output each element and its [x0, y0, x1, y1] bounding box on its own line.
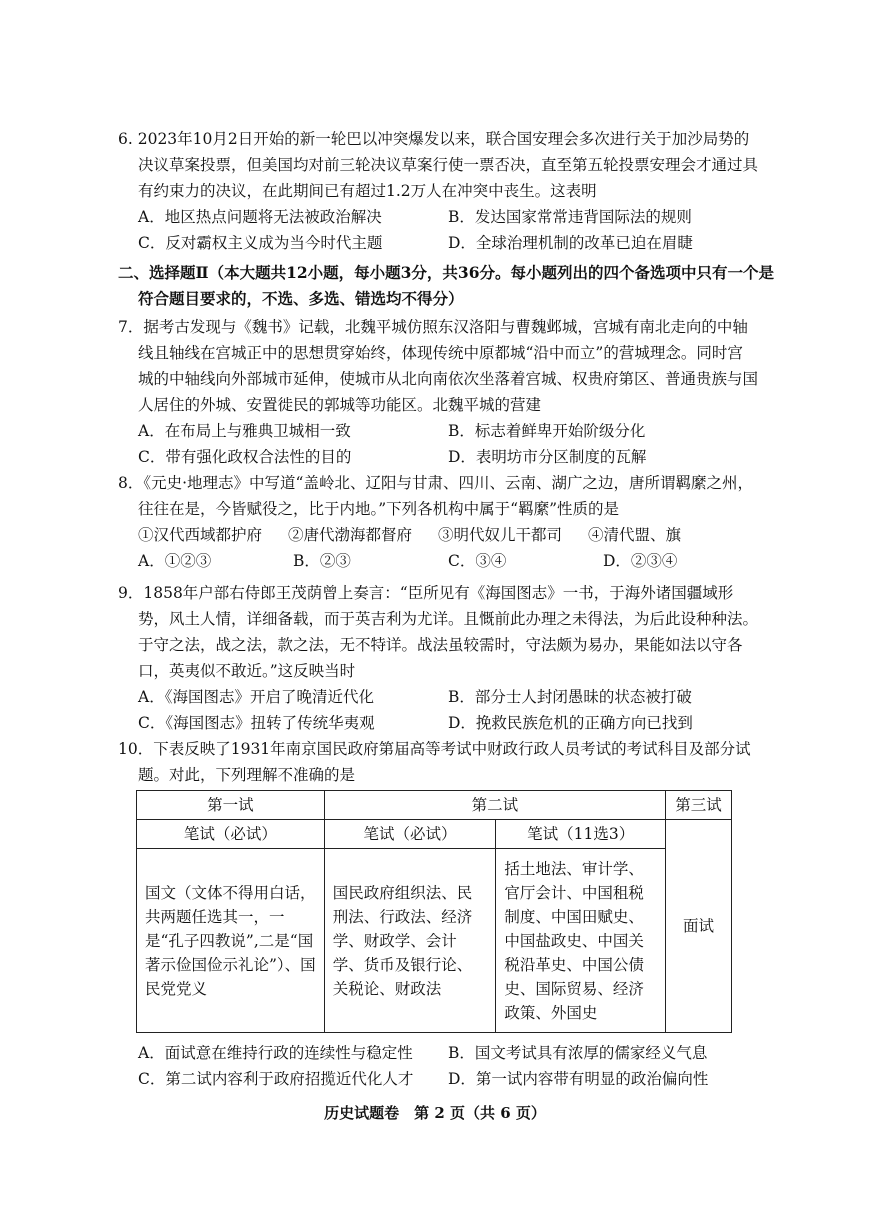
option-c: C．③④	[448, 552, 507, 570]
question-8-items	[118, 522, 758, 548]
item-4: ④清代盟、旗	[588, 526, 682, 544]
option-a: A．地区热点问题将无法被政治解决	[138, 208, 382, 226]
subheader-second-written-required: 笔试（必试）	[324, 820, 496, 849]
question-8-options	[118, 548, 758, 574]
question-10-options-row-1	[118, 1040, 758, 1066]
table-row	[137, 849, 732, 1033]
header-first-exam: 第一试	[137, 791, 325, 820]
option-b: B．标志着鲜卑开始阶级分化	[448, 422, 646, 440]
option-d: D．全球治理机制的改革已迫在眉睫	[448, 234, 693, 252]
option-b: B．②③	[293, 552, 351, 570]
question-6-options-row-2	[118, 230, 758, 256]
question-7-options-row-1	[118, 418, 758, 444]
option-b: B．国文考试具有浓厚的儒家经义气息	[448, 1044, 708, 1062]
cell-first-exam-subjects: 国文（文体不得用白话，共两题任选其一，一是“孔子四教说”,二是“国著示俭国俭示礼论”）、国民党党义	[137, 849, 325, 1033]
subheader-first-written: 笔试（必试）	[137, 820, 325, 849]
exam-subjects-table	[136, 790, 732, 1033]
question-9-stem: 9．1858年户部右侍郎王茂荫曾上奏言：“臣所见有《海国图志》一书，于海外诸国疆域形势，风土人情，详细备载，而于英吉利为尤详。且慨前此办理之未得法，为后此设种种法。于守之法，战之法，款之法，无不特详。战法虽较需时，守法颇为易办，果能如法以守各口，英夷似不敢近。”这反映当时	[118, 584, 759, 680]
question-7-options-row-2	[118, 444, 758, 470]
question-10-options-row-2	[118, 1066, 758, 1092]
option-d: D．挽救民族危机的正确方向已找到	[448, 714, 693, 732]
option-a: A．①②③	[138, 552, 212, 570]
item-1: ①汉代西域都护府	[138, 526, 263, 544]
option-b: B．发达国家常常违背国际法的规则	[448, 208, 692, 226]
question-9	[118, 580, 758, 736]
option-a: A．面试意在维持行政的连续性与稳定性	[138, 1044, 413, 1062]
question-8	[118, 470, 758, 574]
table-subheader-row	[137, 820, 732, 849]
question-7	[118, 314, 758, 470]
cell-second-elective-subjects: 括土地法、审计学、官厅会计、中国租税制度、中国田赋史、中国盐政史、中国关税沿革史、中国公债史、国际贸易、经济政策、外国史	[496, 849, 666, 1033]
page-footer: 历史试题卷 第 2 页（共 6 页）	[324, 1104, 546, 1122]
question-6	[118, 126, 758, 256]
question-6-options-row-1	[118, 204, 758, 230]
question-6-stem: 6. 2023年10月2日开始的新一轮巴以冲突爆发以来，联合国安理会多次进行关于加沙局势的决议草案投票，但美国均对前三轮决议草案行使一票否决，直至第五轮投票安理会才通过具有约束力的决议，在此期间已有超过1.2万人在冲突中丧生。这表明	[118, 130, 759, 200]
header-second-exam: 第二试	[324, 791, 665, 820]
table-header-row	[137, 791, 732, 820]
cell-second-required-subjects: 国民政府组织法、民刑法、行政法、经济学、财政学、会计学、货币及银行论、关税论、财政法	[324, 849, 496, 1033]
option-b: B．部分士人封闭愚昧的状态被打破	[448, 688, 692, 706]
option-c: C．第二试内容利于政府招揽近代化人才	[138, 1070, 414, 1088]
item-3: ③明代奴儿干都司	[438, 526, 563, 544]
question-9-options-row-2	[118, 710, 758, 736]
subheader-second-written-elective: 笔试（11选3）	[496, 820, 666, 849]
option-d: D．②③④	[603, 552, 678, 570]
cell-interview: 面试	[666, 820, 732, 1033]
question-7-stem: 7．据考古发现与《魏书》记载，北魏平城仿照东汉洛阳与曹魏邺城，宫城有南北走向的中轴线且轴线在宫城正中的思想贯穿始终，体现传统中原都城“沿中而立”的营城理念。同时宫城的中轴线向外部城市延伸，使城市从北向南依次坐落着宫城、权贵府第区、普通贵族与国人居住的外城、安置徙民的郭城等功能区。北魏平城的营建	[118, 318, 759, 414]
option-d: D．第一试内容带有明显的政治偏向性	[448, 1070, 709, 1088]
option-d: D．表明坊市分区制度的瓦解	[448, 448, 647, 466]
option-c: C．反对霸权主义成为当今时代主题	[138, 234, 383, 252]
question-10-options	[118, 1040, 758, 1092]
option-c: C．《海国图志》扭转了传统华夷观	[138, 714, 375, 732]
question-9-options-row-1	[118, 684, 758, 710]
question-10	[118, 736, 758, 788]
option-c: C．带有强化政权合法性的目的	[138, 448, 352, 466]
item-2: ②唐代渤海都督府	[288, 526, 413, 544]
option-a: A．在布局上与雅典卫城相一致	[138, 422, 351, 440]
question-10-stem: 10．下表反映了1931年南京国民政府第届高等考试中财政行政人员考试的考试科目及部分试题。对此，下列理解不准确的是	[118, 740, 751, 784]
header-third-exam: 第三试	[666, 791, 732, 820]
section-2-heading: 二、选择题Ⅱ（本大题共12小题，每小题3分，共36分。每小题列出的四个备选项中只有一个是符合题目要求的，不选、多选、错选均不得分）	[118, 263, 774, 308]
option-a: A．《海国图志》开启了晚清近代化	[138, 688, 374, 706]
question-8-stem: 8．《元史·地理志》中写道“盖岭北、辽阳与甘肃、四川、云南、湖广之边，唐所谓羁縻之州，往往在是，今皆赋役之，比于内地。”下列各机构中属于“羁縻”性质的是	[118, 474, 753, 518]
